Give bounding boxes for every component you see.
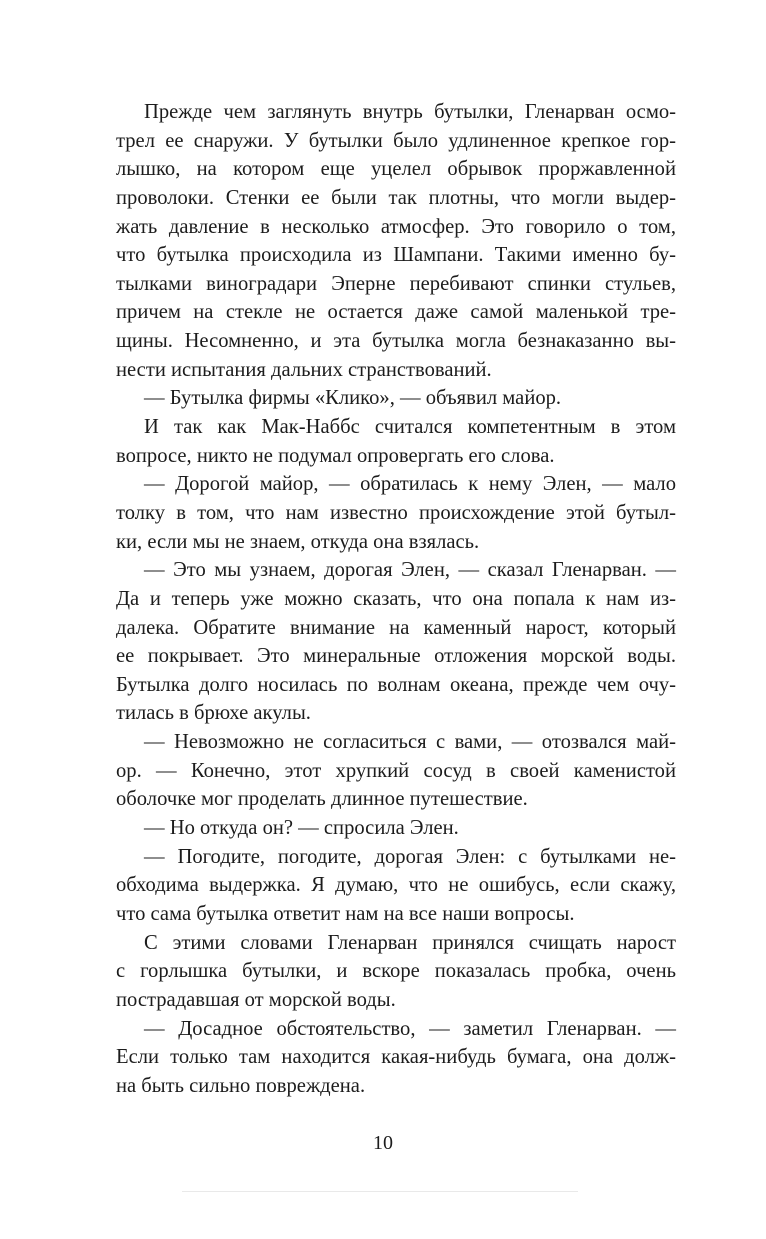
text-line: С этими словами Гленарван принялся счищать нарост [144, 931, 676, 954]
paragraph [116, 98, 676, 384]
paragraph [116, 413, 676, 470]
text-line: далека. Обратите внимание на каменный нарост, который [116, 616, 676, 639]
text-line: Прежде чем заглянуть внутрь бутылки, Гленарван осмо- [144, 101, 676, 123]
text-line: — Погодите, погодите, дорогая Элен: с бутылками не- [144, 845, 676, 868]
text-line: что бутылка происходила из Шампани. Такими именно бу- [116, 244, 676, 267]
text-line: — Но откуда он? — спросила Элен. [144, 817, 459, 840]
text-line: ки, если мы не знаем, откуда она взялась. [116, 530, 480, 553]
paragraph [116, 556, 676, 728]
text-line: жать давление в несколько атмосфер. Это говорило о том, [116, 215, 676, 238]
text-line: проволоки. Стенки ее были так плотны, что могли выдер- [116, 186, 676, 209]
body-text [116, 98, 676, 1100]
text-line: — Дорогой майор, — обратилась к нему Элен, — мало [144, 473, 676, 496]
text-line: нести испытания дальних странствований. [116, 358, 492, 381]
text-line: вопросе, никто не подумал опровергать его слова. [116, 444, 555, 467]
text-line: что сама бутылка ответит нам на все наши вопросы. [116, 902, 575, 925]
text-line: трел ее снаружи. У бутылки было удлиненное крепкое гор- [116, 129, 676, 152]
text-line: лышко, на котором еще уцелел обрывок проржавленной [116, 158, 676, 181]
text-line: оболочке мог проделать длинное путешествие. [116, 788, 528, 811]
text-line: тылками виноградари Эперне перебивают спинки стульев, [116, 272, 676, 295]
paragraph [116, 470, 676, 556]
text-line: с горлышка бутылки, и вскоре показалась пробка, очень [116, 960, 676, 983]
text-line: пострадавшая от морской воды. [116, 988, 396, 1011]
text-line: ор. — Конечно, этот хрупкий сосуд в своей каменистой [116, 759, 676, 782]
page-number: 10 [373, 1132, 393, 1154]
paragraph [116, 843, 676, 929]
text-line: — Это мы узнаем, дорогая Элен, — сказал Гленарван. — [144, 559, 676, 582]
text-line: И так как Мак-Наббс считался компетентным в этом [144, 416, 676, 439]
text-line: ее покрывает. Это минеральные отложения морской воды. [116, 645, 676, 668]
text-line: — Невозможно не согласиться с вами, — отозвался май- [144, 731, 676, 754]
text-line: Если только там находится какая-нибудь бумага, она долж- [116, 1046, 676, 1069]
paragraph [116, 384, 676, 413]
footer-divider [182, 1191, 578, 1192]
text-line: — Досадное обстоятельство, — заметил Гленарван. — [144, 1017, 676, 1040]
text-line: обходима выдержка. Я думаю, что не ошибусь, если скажу, [116, 874, 676, 897]
text-line: причем на стекле не остается даже самой маленькой тре- [116, 301, 676, 324]
text-line: Да и теперь уже можно сказать, что она попала к нам из- [116, 587, 676, 610]
text-line: толку в том, что нам известно происхождение этой бутыл- [116, 501, 676, 524]
text-line: на быть сильно повреждена. [116, 1074, 366, 1097]
text-line: Бутылка долго носилась по волнам океана, прежде чем очу- [116, 673, 676, 696]
text-line: тилась в брюхе акулы. [116, 702, 311, 725]
text-line: щины. Несомненно, и эта бутылка могла безнаказанно вы- [116, 330, 676, 353]
paragraph [116, 728, 676, 814]
paragraph [116, 929, 676, 1015]
text-line: — Бутылка фирмы «Клико», — объявил майор. [144, 387, 562, 410]
paragraph [116, 1015, 676, 1101]
paragraph [116, 814, 676, 843]
